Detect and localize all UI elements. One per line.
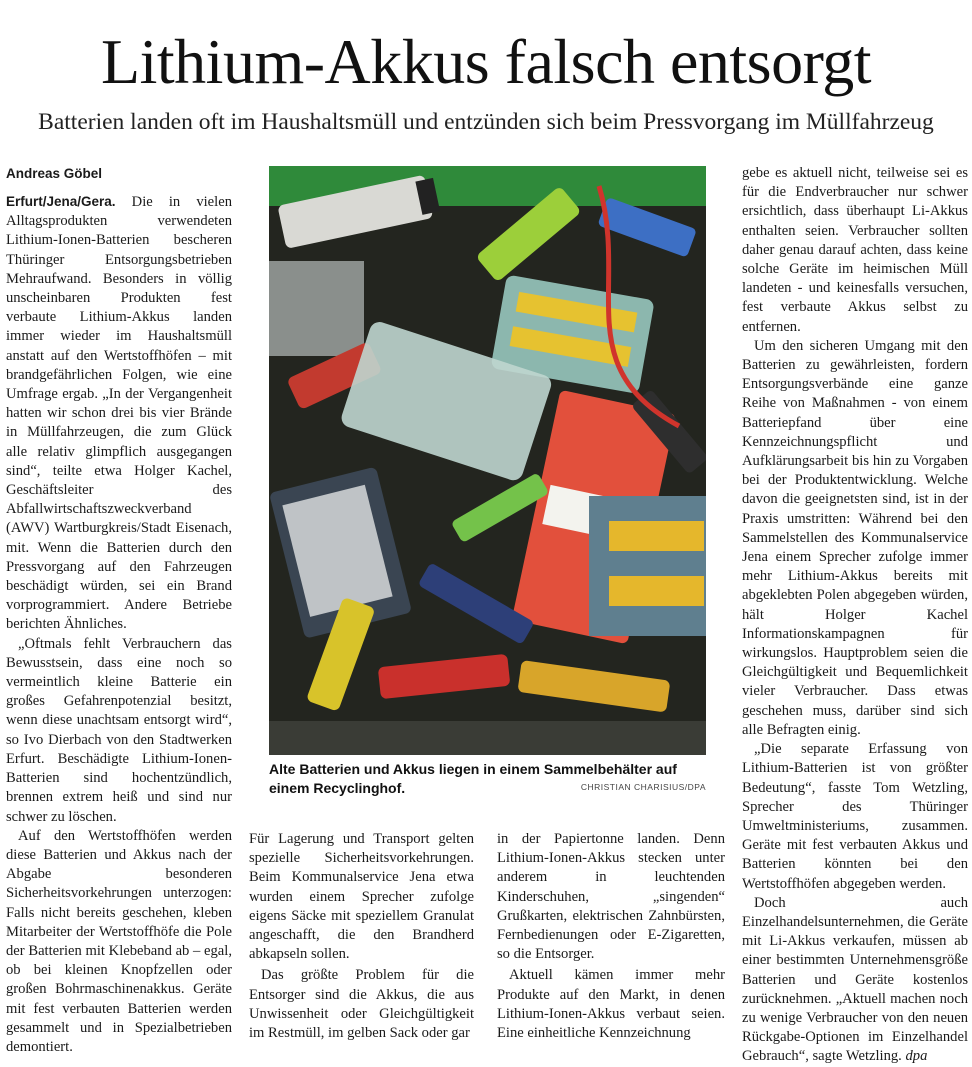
paragraph: Aktuell kämen immer mehr Produkte auf den Markt, in denen Lithium-Ionen-Akkus verbaut seien. Eine einheitliche Kennzeichnung — [497, 967, 725, 1042]
paragraph: Das größte Problem für die Entsorger sind die Akkus, die aus Unwissenheit oder Gleichgültigkeit im Restmüll, im gelben Sack oder gar — [249, 967, 474, 1042]
paragraph: „Die separate Erfassung von Lithium-Batterien ist von größter Bedeutung“, fasste Tom Wetzling, Sprecher des Thüringer Umweltministeriums, zusammen. Geräte mit fest verbauten Akkus und Batterien könnten bei den Wertstoffhöfen abgegeben werden. — [742, 741, 968, 892]
subheadline: Batterien landen oft im Haushaltsmüll und entzünden sich beim Pressvorgang im Müllfahrzeug — [38, 109, 934, 135]
photo-batteries — [269, 166, 706, 755]
paragraph: „Oftmals fehlt Verbrauchern das Bewusstsein, dass eine noch so vermeintlich kleine Batterie ein großes Gefahrenpotenzial besitzt, wenn diese unachtsam entsorgt wird“, so Ivo Dierbach von den Stadtwerken Erfurt. Beschädigte Lithium-Ionen-Batterien sind hochentzündlich, brennen extrem heiß und sind nur schwer zu löschen. — [6, 635, 232, 825]
headline: Lithium-Akkus falsch entsorgt — [101, 26, 871, 97]
paragraph: Für Lagerung und Transport gelten spezielle Sicherheitsvorkehrungen. Beim Kommunalservice Jena etwa wurden einem Sprecher zufolge eigens Säcke mit speziellem Granulat angeschafft, die den Brandherd abkapseln sollen. — [249, 831, 474, 963]
paragraph: gebe es aktuell nicht, teilweise sei es für die Endverbraucher nur schwer ersichtlich, dass überhaupt Li-Akkus enthalten seien. Verbraucher sollten daher genau darauf achten, dass keine solche Geräte im heimischen Müll landeten - und keinesfalls versuchen, fest verbaute Akkus selbst zu entfernen. — [742, 165, 968, 335]
author-byline: Andreas Göbel — [6, 166, 103, 181]
paragraph: in der Papiertonne landen. Denn Lithium-Ionen-Akkus stecken unter anderem in leuchtenden Kinderschuhen, „singenden“ Grußkarten, elektrischen Zahnbürsten, Fernbedienungen oder E-Zigaretten, so die Entsorger. — [497, 831, 725, 963]
photo-caption: Alte Batterien und Akkus liegen in einem Sammelbehälter auf einem Recyclinghof. — [269, 761, 677, 796]
article-column-1 — [6, 164, 232, 1057]
paragraph-text: Doch auch Einzelhandelsunternehmen, die Geräte mit Li-Akkus verkaufen, müssen ab einer bestimmten Unternehmensgröße Batterien und Geräte kostenlos zurücknehmen. „Aktuell machen noch zu wenige Verbraucher von den neuen Rückgabe-Optionen im Einzelhandel Gebrauch“, sagte Wetzling. — [742, 894, 968, 1065]
battery-photo-illustration — [269, 166, 706, 755]
article-column-3 — [497, 830, 725, 1043]
dateline: Erfurt/Jena/Gera. — [6, 194, 116, 209]
paragraph: Um den sicheren Umgang mit den Batterien zu gewährleisten, fordern Entsorgungsverbände eine ganze Reihe von Maßnahmen - von einem Batteriepfand über eine Kennzeichnungspflicht und Aufklärungsarbeit bis hin zu Vorgaben bei der Produktentwicklung. Welche davon die geeignetsten sind, ist in der Praxis umstritten: Während bei den Sammelstellen des Kommunalservice Jena einem Sprecher zufolge immer mehr Lithium-Akkus bereits mit abgeklebten Polen abgegeben würden, hält Holger Kachel Informationskampagnen für wirkungslos. Hauptproblem seien die Gleichgültigkeit und Bequemlichkeit vieler Verbraucher. Dass etwas geschehen muss, darüber sind sich alle Befragten einig. — [742, 337, 968, 738]
paragraph: Auf den Wertstoffhöfen werden diese Batterien und Akkus nach der Abgabe besonderen Sicherheitsvorkehrungen unterzogen: Falls nicht bereits geschehen, kleben Mitarbeiter der Wertstoffhöfe die Pole der Batterien mit Klebeband ab – egal, ob bei kleinen Knopfzellen oder großen Bohrmaschinenakkus. Geräte mit fest verbauten Batterien werden gesammelt und in Spezialbetrieben demontiert. — [6, 827, 232, 1055]
article-column-2 — [249, 830, 474, 1043]
photo-credit: CHRISTIAN CHARISIUS/DPA — [580, 782, 706, 792]
article-column-4 — [742, 164, 968, 1067]
paragraph — [742, 894, 968, 1067]
paragraph — [6, 192, 232, 635]
paragraph-text: Die in vielen Alltagsprodukten verwendeten Lithium-Ionen-Batterien bescheren Thüringer Entsorgungsbetrieben Mehraufwand. Besonders in völlig unscheinbaren Produkten fest verbaute Lithium-Akkus landen immer wieder im Haushaltsmüll anstatt auf den Wertstoffhöfen – mit brandgefährlichen Folgen, wie eine Umfrage ergab. „In der Vergangenheit hatten wir schon drei bis vier Brände in Müllfahrzeugen, die zum Glück alle relativ glimpflich ausgegangen sind“, teilte etwa Holger Kachel, Geschäftsleiter des Abfallwirtschaftszweckverband (AWV) Wartburgkreis/Stadt Eisenach, mit. Wenn die Batterien durch den Pressvorgang auf den Fahrzeugen beschädigt würden, sei ein Brand vorprogrammiert. Andere Betriebe berichten Ähnliches. — [6, 194, 232, 633]
agency-signature: dpa — [905, 1048, 928, 1065]
